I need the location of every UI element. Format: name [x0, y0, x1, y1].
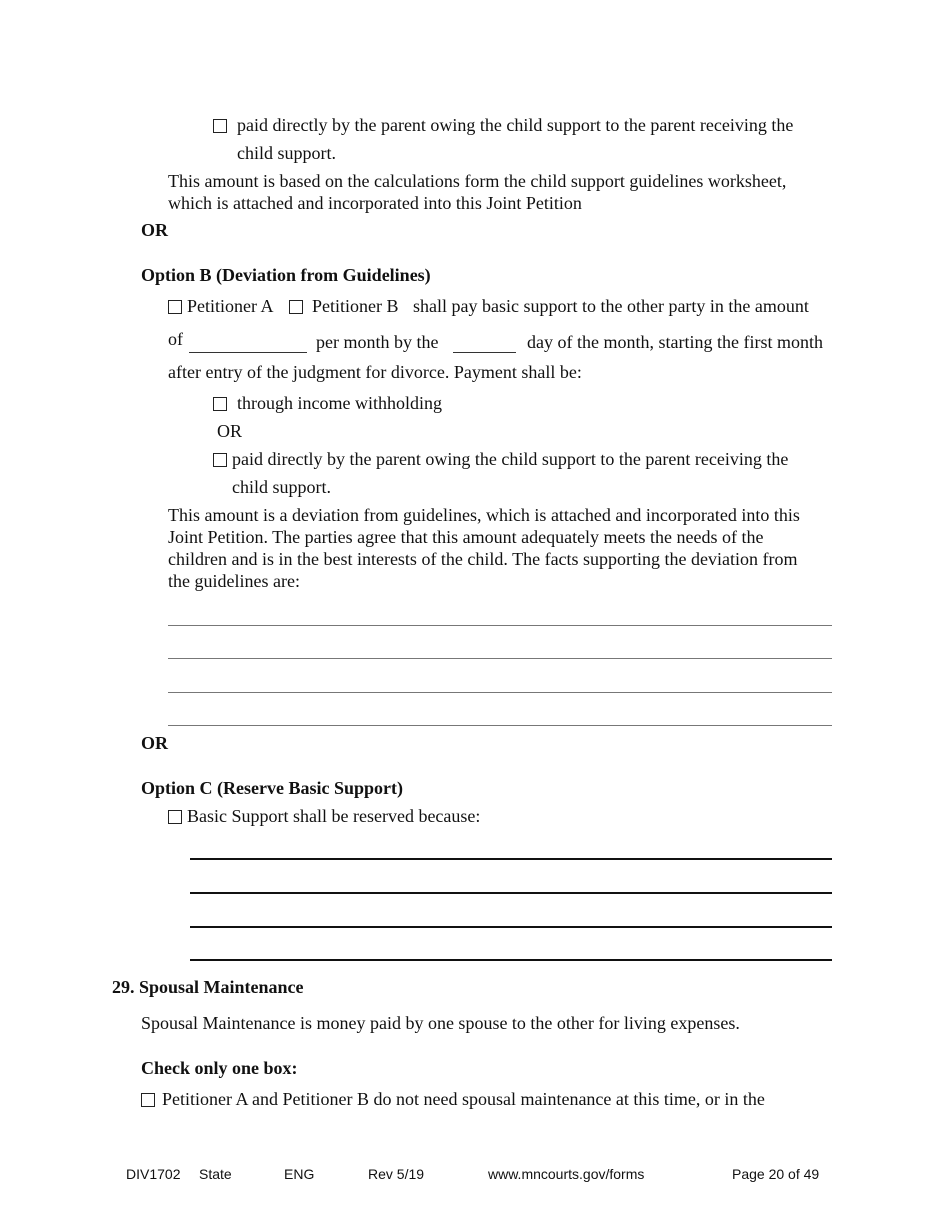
income-withholding-checkbox[interactable] — [213, 397, 227, 411]
deviation-facts-line[interactable] — [168, 658, 832, 659]
reserve-support-label: Basic Support shall be reserved because: — [187, 806, 481, 826]
deviation-text-1: This amount is a deviation from guidelines, which is attached and incorporated into this — [168, 505, 800, 525]
footer-revision: Rev 5/19 — [368, 1166, 425, 1182]
or-inner: OR — [217, 421, 243, 441]
check-one-instruction: Check only one box: — [141, 1058, 298, 1078]
pay-basic-support-text: shall pay basic support to the other party in the amount — [413, 296, 809, 316]
petitioner-b-label: Petitioner B — [312, 296, 399, 316]
petitioner-b-checkbox[interactable] — [289, 300, 303, 314]
petitioner-a-checkbox[interactable] — [168, 300, 182, 314]
option-c-heading: Option C (Reserve Basic Support) — [141, 778, 403, 798]
guidelines-basis-text: This amount is based on the calculations form the child support guidelines worksheet, — [168, 171, 787, 191]
direct-payment-label-b: paid directly by the parent owing the child support to the parent receiving the — [232, 449, 789, 469]
deviation-facts-line[interactable] — [168, 692, 832, 693]
no-maintenance-label: Petitioner A and Petitioner B do not need spousal maintenance at this time, or in the — [162, 1089, 765, 1109]
petitioner-a-label: Petitioner A — [187, 296, 274, 316]
income-withholding-label: through income withholding — [237, 393, 442, 413]
footer-url[interactable]: www.mncourts.gov/forms — [488, 1166, 645, 1182]
direct-payment-label-a: paid directly by the parent owing the child support to the parent receiving the — [237, 115, 794, 135]
per-month-text: per month by the — [316, 332, 439, 352]
reserve-reason-line[interactable] — [190, 858, 832, 860]
direct-payment-label-b-cont: child support. — [232, 477, 331, 497]
footer-language: ENG — [284, 1166, 315, 1182]
after-entry-text: after entry of the judgment for divorce. Payment shall be: — [168, 362, 582, 382]
spousal-maintenance-definition: Spousal Maintenance is money paid by one spouse to the other for living expenses. — [141, 1013, 740, 1033]
amount-blank[interactable] — [189, 352, 307, 353]
section-29-heading: 29. Spousal Maintenance — [112, 977, 304, 997]
reserve-support-checkbox[interactable] — [168, 810, 182, 824]
option-b-heading: Option B (Deviation from Guidelines) — [141, 265, 431, 285]
reserve-reason-line[interactable] — [190, 926, 832, 928]
direct-payment-checkbox-b[interactable] — [213, 453, 227, 467]
of-text: of — [168, 329, 183, 349]
direct-payment-checkbox-a[interactable] — [213, 119, 227, 133]
footer-form-id: DIV1702 — [126, 1166, 181, 1182]
deviation-text-3: children and is in the best interests of the child. The facts supporting the deviation from — [168, 549, 798, 569]
reserve-reason-line[interactable] — [190, 892, 832, 894]
direct-payment-label-a-cont: child support. — [237, 143, 336, 163]
reserve-reason-line[interactable] — [190, 959, 832, 961]
footer-page-number: Page 20 of 49 — [732, 1166, 820, 1182]
day-of-month-text: day of the month, starting the first month — [527, 332, 823, 352]
footer-state: State — [199, 1166, 232, 1182]
or-separator-2: OR — [141, 733, 168, 753]
day-blank[interactable] — [453, 352, 516, 353]
deviation-facts-line[interactable] — [168, 625, 832, 626]
guidelines-basis-text-cont: which is attached and incorporated into this Joint Petition — [168, 193, 582, 213]
deviation-facts-line[interactable] — [168, 725, 832, 726]
or-separator-1: OR — [141, 220, 168, 240]
deviation-text-4: the guidelines are: — [168, 571, 300, 591]
no-maintenance-checkbox[interactable] — [141, 1093, 155, 1107]
deviation-text-2: Joint Petition. The parties agree that this amount adequately meets the needs of the — [168, 527, 764, 547]
